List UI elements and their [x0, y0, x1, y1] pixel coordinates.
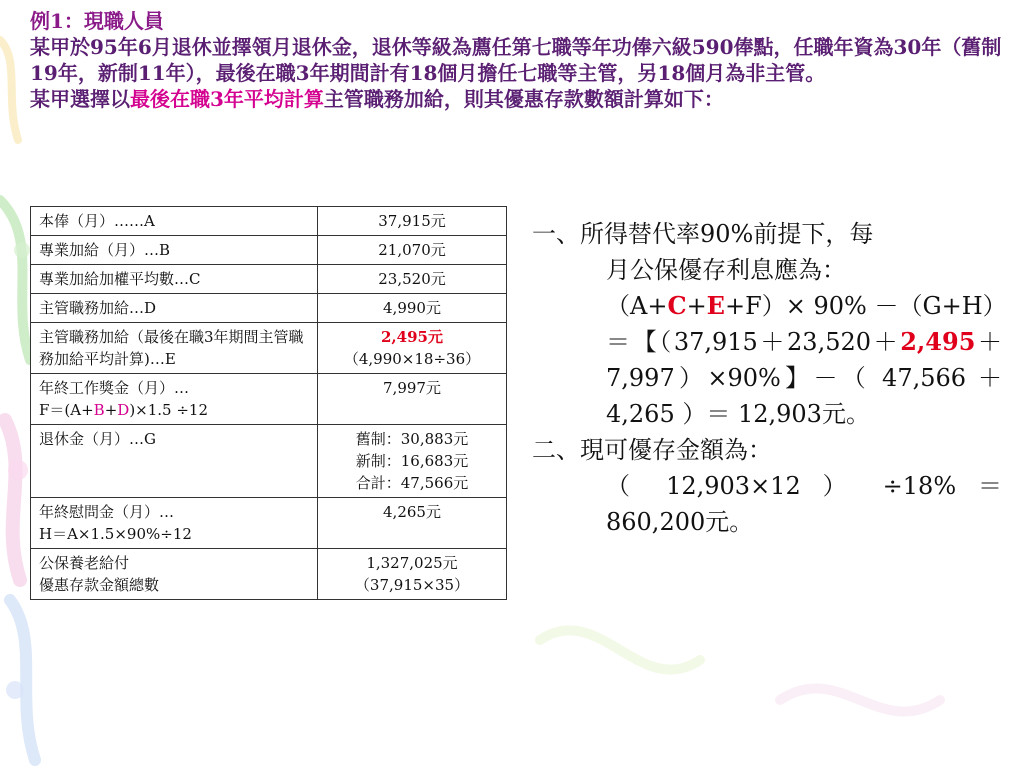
formula-d: D — [117, 401, 130, 419]
choice-paragraph — [30, 86, 1020, 112]
calc-highlight: 2,495 — [900, 327, 976, 356]
table-row — [31, 323, 507, 374]
row-label-line2: 優惠存款金額總數 — [39, 576, 160, 594]
choice-pre: 某甲選擇以 — [30, 87, 130, 111]
item1-label: 一、所得替代率90%前提下，每 — [532, 220, 874, 248]
formula-e: E — [706, 291, 725, 320]
formula-b: B — [93, 401, 105, 419]
formula-part: )×1.5 ÷12 — [129, 401, 209, 419]
row-value: 4,265元 — [318, 498, 507, 549]
row-value: 23,520元 — [318, 265, 507, 294]
formula-part: + — [104, 401, 118, 419]
row-label — [31, 498, 318, 549]
example-label: 例1： — [30, 9, 84, 33]
row-value — [318, 323, 507, 374]
formula-part: （A+ — [606, 292, 668, 320]
calculation-block — [532, 216, 1007, 540]
row-value-highlight: 2,495元 — [381, 328, 443, 346]
row-label — [31, 374, 318, 425]
table-row — [31, 265, 507, 294]
table-row — [31, 236, 507, 265]
table-row — [31, 294, 507, 323]
row-label: 退休金（月）…G — [31, 425, 318, 498]
formula-part: + — [686, 292, 707, 320]
row-label: 主管職務加給（最後在職3年期間主管職務加給平均計算)…E — [31, 323, 318, 374]
pension-new: 新制：16,683元 — [355, 452, 469, 470]
calc-part: ＝【（37,915＋23,520＋ — [606, 328, 901, 356]
item2-label: 二、現可優存金額為： — [532, 436, 772, 464]
row-label-line2 — [39, 399, 309, 421]
row-value-note: （4,990×18÷36） — [343, 350, 481, 368]
scenario-paragraph: 某甲於95年6月退休並擇領月退休金，退休等級為薦任第七職等年功俸六級590俸點，任職年資為30年（舊制19年，新制11年），最後在職3年期間計有18個月擔任七職等主管，另18個月為非主管。 — [30, 35, 1002, 85]
formula-line — [532, 288, 1007, 324]
heading-block — [30, 8, 1020, 112]
item1-line2: 月公保優存利息應為： — [606, 256, 846, 284]
row-label: 專業加給加權平均數…C — [31, 265, 318, 294]
choice-post: 主管職務加給，則其優惠存款數額計算如下： — [323, 87, 724, 111]
row-label-line1: 年終工作獎金（月）… — [39, 379, 190, 397]
calculation-line — [532, 324, 1002, 432]
table-row — [31, 207, 507, 236]
table-row — [31, 549, 507, 600]
row-label: 專業加給（月）…B — [31, 236, 318, 265]
table-row — [31, 498, 507, 549]
formula-c: C — [667, 291, 687, 320]
row-label — [31, 549, 318, 600]
table-row — [31, 425, 507, 498]
row-value: 7,997元 — [318, 374, 507, 425]
salary-table — [30, 206, 507, 600]
row-value — [318, 549, 507, 600]
formula-part: +F）× 90% －（G+H） — [724, 292, 1007, 320]
row-label-line2: H＝A×1.5×90%÷12 — [39, 525, 192, 543]
pension-total: 合計：47,566元 — [355, 474, 469, 492]
pension-old: 舊制：30,883元 — [355, 430, 469, 448]
row-value — [318, 425, 507, 498]
formula-part: F＝(A+ — [39, 401, 94, 419]
row-value-note: （37,915×35） — [354, 576, 470, 594]
calc-part: ＋7,997）×90%】－（ 47,566 ＋ 4,265 ）＝ 12,903元。 — [606, 328, 1003, 428]
item2-calc: （ 12,903×12 ） ÷18% ＝ 860,200元。 — [606, 472, 1002, 536]
row-value: 37,915元 — [318, 207, 507, 236]
example-title: 現職人員 — [83, 9, 164, 33]
row-label: 本俸（月）……A — [31, 207, 318, 236]
row-value: 4,990元 — [318, 294, 507, 323]
choice-highlight: 最後在職3年平均計算 — [130, 87, 324, 111]
example-title-line — [30, 8, 1020, 34]
row-label-line1: 年終慰問金（月）… — [39, 503, 175, 521]
row-value-main: 1,327,025元 — [366, 554, 458, 572]
row-label: 主管職務加給…D — [31, 294, 318, 323]
table-row — [31, 374, 507, 425]
row-value: 21,070元 — [318, 236, 507, 265]
row-label-line1: 公保養老給付 — [39, 554, 130, 572]
